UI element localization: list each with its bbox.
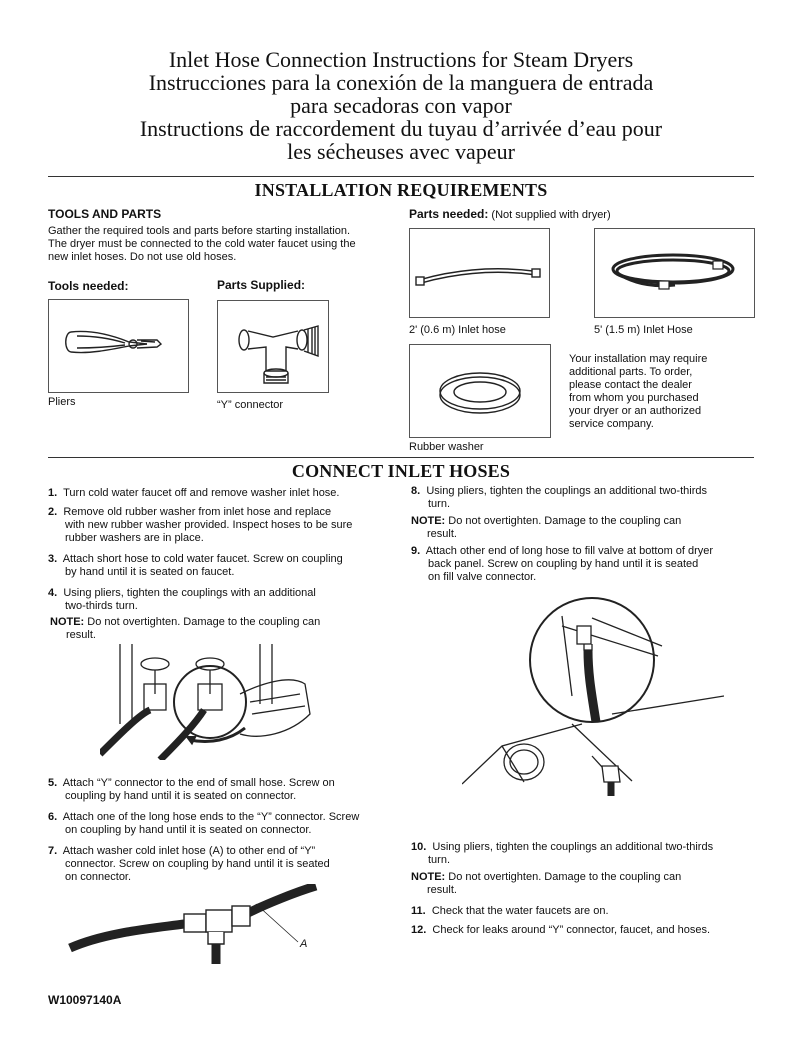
step-text: Attach washer cold inlet hose (A) to other end of “Y”	[62, 845, 316, 857]
rubber-washer-illustration-box	[409, 344, 551, 438]
step-number: 11.	[411, 905, 426, 917]
divider-middle	[48, 457, 754, 458]
step-1	[48, 487, 398, 500]
pliers-caption: Pliers	[48, 396, 76, 408]
title-line-french-2: les sécheuses avec vapeur	[287, 139, 515, 164]
pliers-illustration-box	[48, 299, 189, 393]
step-text: Using pliers, tighten the couplings an additional two-thirds	[432, 841, 714, 853]
step-2	[48, 506, 398, 545]
step-text: on coupling by hand until it is seated on connector.	[65, 824, 312, 836]
step-number: 4.	[48, 587, 58, 599]
dryer-fill-valve-icon	[462, 596, 724, 796]
step-text: with new rubber washer provided. Inspect hoses to be sure	[65, 519, 353, 531]
callout-a-label: A	[300, 938, 308, 950]
step-12	[411, 924, 756, 937]
long-hose-illustration-box	[594, 228, 755, 318]
faucet-icon	[100, 644, 330, 760]
note-text: result.	[427, 884, 457, 896]
step-8	[411, 485, 756, 511]
y-connector-hose-illustration	[66, 884, 326, 964]
note-step-10	[411, 871, 756, 897]
order-parts-note	[569, 353, 749, 431]
step-4	[48, 587, 398, 613]
step-text: turn.	[428, 854, 451, 866]
step-number: 1.	[48, 487, 58, 499]
step-text: rubber washers are in place.	[65, 532, 204, 544]
y-connector-caption: “Y” connector	[217, 399, 284, 411]
installation-requirements-heading: INSTALLATION REQUIREMENTS	[254, 180, 548, 200]
y-connector-illustration-box	[217, 300, 329, 393]
short-hose-icon	[410, 229, 549, 317]
step-text: Check for leaks around “Y” connector, faucet, and hoses.	[432, 924, 711, 936]
step-text: Attach one of the long hose ends to the “Y” connector. Screw	[62, 811, 360, 823]
step-text: back panel. Screw on coupling by hand until it is seated	[428, 558, 699, 570]
note-step-8	[411, 515, 756, 541]
title-line-french-1: Instructions de raccordement du tuyau d’arrivée d’eau pour	[139, 116, 663, 141]
parts-supplied-label: Parts Supplied:	[217, 278, 306, 292]
document-title	[40, 48, 762, 163]
rubber-washer-caption: Rubber washer	[409, 441, 484, 453]
step-9	[411, 545, 756, 584]
step-text: Remove old rubber washer from inlet hose and replace	[63, 506, 332, 518]
title-line-english: Inlet Hose Connection Instructions for Steam Dryers	[168, 47, 634, 72]
order-note-line-5: your dryer or an authorized	[569, 405, 702, 417]
step-text: on connector.	[65, 871, 132, 883]
long-hose-icon	[595, 229, 754, 317]
note-text: Do not overtighten. Damage to the coupling can	[448, 871, 682, 883]
order-note-line-1: Your installation may require	[569, 353, 708, 365]
tools-and-parts-text	[48, 225, 398, 264]
step-text: two-thirds turn.	[65, 600, 138, 612]
y-connector-icon	[218, 301, 328, 392]
tools-parts-line-1: Gather the required tools and parts before starting installation.	[48, 225, 351, 237]
short-hose-caption: 2' (0.6 m) Inlet hose	[409, 324, 506, 336]
step-10	[411, 841, 756, 867]
dryer-fill-valve-illustration	[462, 596, 724, 796]
step-text: Turn cold water faucet off and remove washer inlet hose.	[63, 487, 340, 499]
connect-inlet-hoses-heading: CONNECT INLET HOSES	[291, 461, 511, 481]
order-note-line-2: additional parts. To order,	[569, 366, 693, 378]
note-text: result.	[427, 528, 457, 540]
step-7	[48, 845, 398, 884]
short-hose-illustration-box	[409, 228, 550, 318]
step-text: on fill valve connector.	[428, 571, 537, 583]
step-text: connector. Screw on coupling by hand until it is seated	[65, 858, 330, 870]
step-text: Attach other end of long hose to fill valve at bottom of dryer	[425, 545, 714, 557]
step-text: Attach short hose to cold water faucet. Screw on coupling	[62, 553, 343, 565]
step-5	[48, 777, 398, 803]
step-text: Check that the water faucets are on.	[431, 905, 609, 917]
y-connector-hose-icon	[66, 884, 326, 964]
step-text: coupling by hand until it is seated on connector.	[65, 790, 297, 802]
step-text: Using pliers, tighten the couplings an additional two-thirds	[426, 485, 707, 497]
parts-needed-heading	[409, 208, 611, 222]
step-number: 3.	[48, 553, 58, 565]
tools-and-parts-heading: TOOLS AND PARTS	[48, 207, 162, 221]
step-number: 2.	[48, 506, 58, 518]
order-note-line-6: service company.	[569, 418, 654, 430]
step-11	[411, 905, 756, 918]
step-number: 12.	[411, 924, 427, 936]
tools-needed-label: Tools needed:	[48, 279, 129, 293]
step-text: Attach “Y” connector to the end of small hose. Screw on	[62, 777, 335, 789]
pliers-icon	[49, 300, 188, 392]
note-label: NOTE:	[411, 515, 446, 527]
part-number: W10097140A	[48, 993, 122, 1007]
note-label: NOTE:	[411, 871, 446, 883]
title-line-spanish-1: Instrucciones para la conexión de la manguera de entrada	[148, 70, 654, 95]
order-note-line-4: from whom you purchased	[569, 392, 699, 404]
faucet-pliers-illustration	[100, 644, 330, 760]
title-line-spanish-2: para secadoras con vapor	[290, 93, 512, 118]
step-text: Using pliers, tighten the couplings with an additional	[63, 587, 316, 599]
step-number: 5.	[48, 777, 58, 789]
tools-parts-line-3: new inlet hoses. Do not use old hoses.	[48, 251, 237, 263]
step-number: 9.	[411, 545, 421, 557]
order-note-line-3: please contact the dealer	[569, 379, 692, 391]
note-step-4	[50, 616, 400, 642]
step-3	[48, 553, 398, 579]
note-text: Do not overtighten. Damage to the coupling can	[448, 515, 682, 527]
step-text: by hand until it is seated on faucet.	[65, 566, 235, 578]
parts-needed-label: Parts needed:	[409, 207, 489, 221]
step-number: 6.	[48, 811, 58, 823]
parts-needed-note: (Not supplied with dryer)	[491, 209, 611, 221]
note-text: Do not overtighten. Damage to the coupling can	[87, 616, 321, 628]
step-text: turn.	[428, 498, 451, 510]
step-number: 8.	[411, 485, 421, 497]
tools-parts-line-2: The dryer must be connected to the cold water faucet using the	[48, 238, 356, 250]
step-number: 7.	[48, 845, 58, 857]
note-text: result.	[66, 629, 96, 641]
divider-top	[48, 176, 754, 177]
rubber-washer-icon	[410, 345, 550, 437]
long-hose-caption: 5' (1.5 m) Inlet Hose	[594, 324, 693, 336]
step-6	[48, 811, 398, 837]
note-label: NOTE:	[50, 616, 85, 628]
step-number: 10.	[411, 841, 427, 853]
